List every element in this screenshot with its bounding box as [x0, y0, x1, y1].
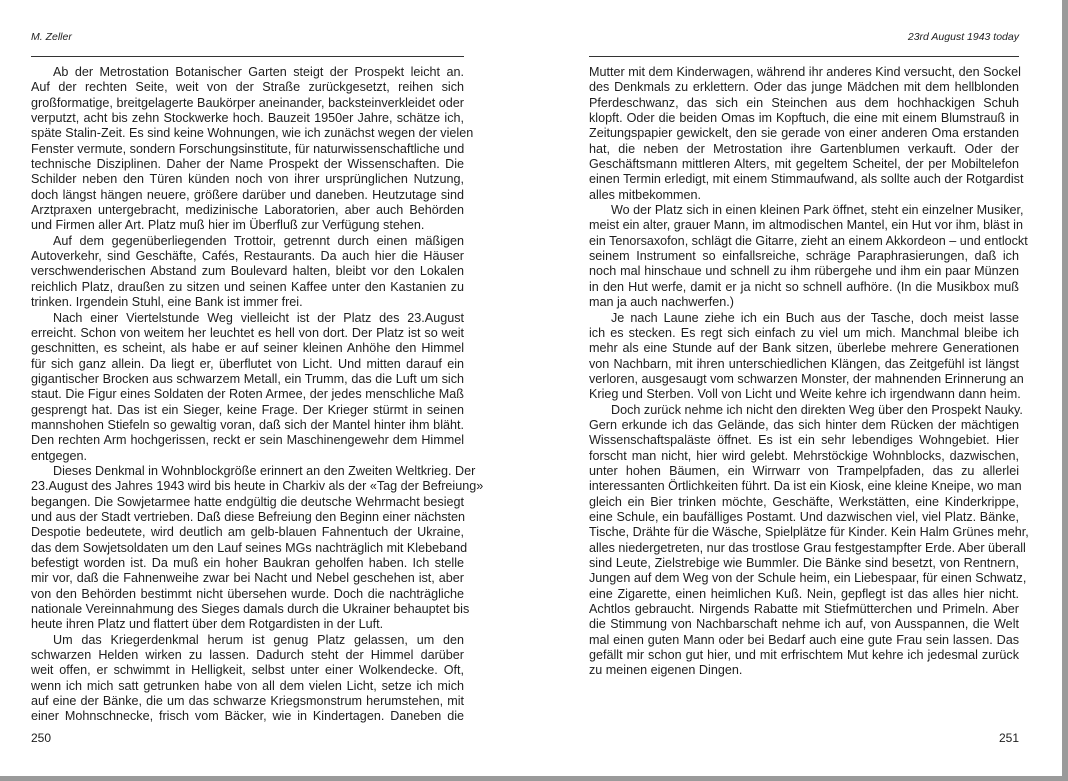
- text-line: unter hohen Bäumen, ein Wirrwarr von Trampelpfaden, das zu allerlei: [589, 463, 1019, 478]
- text-line: meist ein alter, grauer Mann, im altmodischen Mantel, ein Hut vor ihm, bläst in: [589, 218, 1023, 233]
- left-page: [31, 0, 484, 776]
- text-line: technische Disziplinen. Daher der Name Prospekt der Wissenschaften. Die: [31, 157, 464, 172]
- text-line: mal einen guten Mann oder bei Bedarf auch eine gute Frau sein lassen. Das: [589, 632, 1019, 647]
- text-line: Wo der Platz sich in einen kleinen Park öffnet, steht ein einzelner Musiker,: [611, 203, 1024, 218]
- text-line: in den Hut werfe, damit er ja nicht so schnell aufhöre. (In die Musikbox muß: [589, 279, 1019, 294]
- text-line: alles mitbekommen.: [589, 187, 701, 202]
- text-line: Wissenschaftspaläste öffnet. Es ist ein sehr lebendiges Wohngebiet. Hier: [589, 433, 1019, 448]
- text-line: klopft. Oder die beiden Omas im Kopftuch, die eine mit einem Blumstrauß in: [589, 111, 1019, 126]
- paragraph: [31, 65, 474, 234]
- text-line: mannshohen Stiefeln so gewaltig voran, daß sich der Mantel hinter ihm bläht.: [31, 417, 464, 432]
- text-line: zu meinen eigenen Dingen.: [589, 663, 743, 678]
- paragraph: [589, 65, 1024, 203]
- text-line: Jungen auf dem Weg von der Schule heim, ein Liebespaar, für einen Schwatz,: [589, 571, 1027, 586]
- text-line: Krieg und Sterben. Voll von Licht und Weite kehre ich irgendwann dann heim.: [589, 387, 1021, 402]
- text-line: verputzt, acht bis zehn Stockwerke hoch. Bauzeit 1950er Jahre, schätze ich,: [31, 111, 464, 126]
- paragraph: [31, 463, 484, 633]
- header-rule: [589, 56, 1019, 57]
- text-line: Auf der rechten Seite, weit von der Straße zurückgesetzt, reihen sich: [31, 80, 464, 95]
- page-number: 250: [31, 731, 52, 745]
- text-line: mir vor, daß die Fahnenweihe zwar bei Nacht und Nebel geschehen ist, aber: [31, 571, 464, 586]
- text-line: Ab der Metrostation Botanischer Garten steigt der Prospekt leicht an.: [53, 65, 464, 79]
- text-line: und aus der Stadt vertrieben. Daß diese Befreiung den Beginn einer nächsten: [31, 509, 466, 524]
- text-line: Arztpraxen untergebracht, medizinische Laboratorien, aber auch Behörden: [31, 203, 464, 218]
- text-line: auf eine der Bänke, die um das schwarze Kriegsmonstrum herumstehen, mit: [31, 694, 464, 709]
- text-line: hat, die neben der Metrostation ihre Gartenblumen verkauft. Oder der: [589, 141, 1019, 156]
- text-line: Nach einer Viertelstunde Weg vielleicht ist der Platz des 23.August: [53, 310, 464, 325]
- paragraph: [31, 311, 464, 464]
- text-line: entgegen.: [31, 448, 88, 463]
- paragraph: [31, 234, 464, 311]
- text-line: doch längst hängen neuere, größere darüber und daneben. Heutzutage sind: [31, 187, 464, 202]
- paragraph: [589, 402, 1029, 679]
- text-line: trinken. Irgendein Stuhl, eine Bank ist immer frei.: [31, 295, 303, 310]
- text-line: Despotie bedeutete, wird deutlich am gelb-blauen Fahnentuch der Ukraine,: [31, 525, 464, 540]
- text-line: späte Stalin-Zeit. Es sind keine Wohnungen, wie ich zunächst wegen der vielen: [31, 126, 474, 141]
- running-header-author: M. Zeller: [31, 31, 72, 43]
- text-line: die Stimmung von Nachbarschaft nehme ich auf, von Ausspannen, die Welt: [589, 617, 1019, 632]
- text-line: eine Schule, ein baufälliges Postamt. Und dazwischen viel, viel Platz. Bänke,: [589, 509, 1019, 524]
- paragraph: [589, 203, 1028, 310]
- text-line: befestigt worden ist. Da muß ein hoher Baukran geholfen haben. Ich stelle: [31, 556, 464, 570]
- text-line: und Firmen aller Art. Platz muß hier im Überfluß zur Verfügung stehen.: [31, 218, 425, 233]
- text-line: von den Behörden bestimmt nicht übersehen wurde. Doch die nachträgliche: [31, 586, 464, 601]
- text-line: einer Mohnschnecke, frisch vom Bäcker, wie in Kindertagen. Daneben die: [31, 709, 464, 724]
- text-line: heute ihren Platz und flattert über dem Rotgardisten in der Luft.: [31, 617, 384, 632]
- text-line: noch mal hinschaue und schnell zu ihm rübergehe und ihm ein paar Münzen: [589, 264, 1019, 279]
- text-line: wenn ich mich satt getrunken habe von all dem vielen Licht, setze ich mich: [31, 678, 464, 693]
- text-line: begangen. Die Sowjetarmee hatte endgültig die deutsche Wehrmacht besiegt: [31, 494, 464, 509]
- text-line: verschwenderischen Abstand zum Boulevard halten, bleibt vor den Lokalen: [31, 264, 464, 279]
- text-line: reichlich Platz, draußen zu sitzen und seinen Kaffee unter den Kastanien zu: [31, 279, 464, 294]
- text-line: einen Termin erledigt, mit einem Stimmaufwand, als sollte auch der Rotgardist: [589, 172, 1024, 187]
- text-line: Autoverkehr, sind Geschäfte, Cafés, Restaurants. Da auch hier die Häuser: [31, 249, 464, 264]
- text-line: gefällt mir schon gut hier, und mit erfrischtem Mut kehre ich jedesmal zurück: [589, 648, 1019, 663]
- text-line: Doch zurück nehme ich nicht den direkten Weg über den Prospekt Nauky.: [611, 402, 1023, 417]
- text-line: gigantischer Brocken aus schwarzem Metall, ein Trumm, das die Luft um sich: [31, 371, 464, 386]
- right-page: [589, 0, 1029, 776]
- text-line: mehr als eine Stunde auf der Bank sitzen, überlebe mehrere Generationen: [589, 341, 1019, 356]
- text-line: verloren, ausgesaugt vom schwarzen Monster, der mahnenden Erinnerung an: [589, 371, 1024, 386]
- text-line: nationale Vereinnahmung des Sieges damals durch die Ukrainer behauptet bis: [31, 602, 470, 617]
- text-line: 23.August des Jahres 1943 wird bis heute in Charkiv als der «Tag der Befreiung»: [31, 479, 484, 494]
- text-line: Den rechten Arm hochgerissen, reckt er sein Maschinengewehr dem Himmel: [31, 433, 464, 448]
- text-line: erreicht. Schon von weitem her leuchtet es hell von dort. Der Platz ist so weit: [31, 325, 464, 340]
- text-line: ich es stecken. Es regt sich einfach zu viel um mich. Manchmal bleibe ich: [589, 325, 1019, 340]
- text-line: Um das Kriegerdenkmal herum ist genug Platz gelassen, um den: [53, 632, 464, 647]
- text-line: Achtlos gebraucht. Nirgends Rabatte mit Stiefmütterchen und Primeln. Aber: [589, 602, 1019, 617]
- paragraph: [589, 310, 1024, 403]
- text-line: Mutter mit dem Kinderwagen, während ihr anderes Kind versucht, den Sockel: [589, 65, 1021, 79]
- page-edge-bottom: [0, 776, 1068, 781]
- text-line: schwarzen Helden wirken zu lassen. Dadurch steht der Himmel darüber: [31, 648, 464, 663]
- page-body: [31, 65, 484, 725]
- text-line: von Nachbarn, mit ihren unterschiedlichen Klängen, das Zeitgefühl ist längst: [589, 356, 1019, 371]
- text-line: großformatige, breitgelagerte Baukörper aneinander, backsteinverkleidet oder: [31, 95, 464, 110]
- text-line: Fenster vermute, sondern Forschungsinstitute, für naturwissenschaftliche und: [31, 141, 465, 156]
- text-line: eine Zigarette, einen heimlichen Kuß. Nein, gepflegt ist das alles hier nicht.: [589, 586, 1019, 601]
- page-edge-right: [1062, 0, 1068, 781]
- text-line: staut. Die Figur eines Soldaten der Roten Armee, der jedes menschliche Maß: [31, 387, 464, 402]
- text-line: gleich ein Bier trinken möchte, Geschäfte, Werkstätten, eine Kinderkrippe,: [589, 494, 1019, 509]
- text-line: Tische, Drähte für die Wäsche, Spielplätze für Kinder. Kein Halm Grünes mehr,: [589, 525, 1029, 540]
- text-line: alles niedergetreten, nur das trostlose Grau festgestampfter Erde. Aber überall: [589, 540, 1026, 555]
- text-line: man ja auch nachwerfen.): [589, 295, 734, 310]
- text-line: gesprengt hat. Das ist ein Sieger, keine Frage. Der Krieger stürmt in seinen: [31, 402, 464, 417]
- text-line: interessanten Örtlichkeiten führt. Da ist ein Kiosk, eine kleine Kneipe, wo man: [589, 479, 1022, 494]
- text-line: des Denkmals zu erklettern. Oder das junge Mädchen mit dem hellblonden: [589, 80, 1019, 95]
- text-line: geschnitten, es scheint, als habe er auf seiner kleinen Anhöhe den Himmel: [31, 341, 464, 356]
- text-line: sind Leute, Zielstrebige wie Bummler. Die Bänke sind besetzt, von Rentnern,: [589, 556, 1019, 570]
- text-line: Auf dem gegenüberliegenden Trottoir, getrennt durch einen mäßigen: [53, 233, 464, 248]
- text-line: Zeitungspapier gewickelt, den sie gerade von einer anderen Oma erstanden: [589, 126, 1019, 141]
- text-line: Geschäftsmann mittleren Alters, mit gegeltem Scheitel, der per Mobiltelefon: [589, 157, 1019, 172]
- text-line: das dem Sowjetsoldaten um den Lauf seines MGs nachträglich mit Klebeband: [31, 540, 468, 555]
- header-rule: [31, 56, 464, 57]
- text-line: Je nach Laune ziehe ich ein Buch aus der Tasche, doch meist lasse: [611, 310, 1019, 325]
- page-body: [589, 65, 1029, 679]
- text-line: Pferdeschwanz, das sich ein Steinchen aus dem hochhackigen Schuh: [589, 95, 1019, 110]
- text-line: seinem Instrument so einfallsreiche, schräge Paraphrasierungen, daß ich: [589, 249, 1019, 264]
- text-line: Schilder neben den Türen künden noch von ihrer ursprünglichen Nutzung,: [31, 172, 464, 187]
- text-line: Dieses Denkmal in Wohnblockgröße erinnert an den Zweiten Weltkrieg. Der: [53, 463, 476, 478]
- text-line: Gern erkunde ich das Gelände, das sich hinter dem Rücken der mächtigen: [589, 417, 1019, 432]
- text-line: ein Tenorsaxofon, schlägt die Gitarre, zieht an einem Akkordeon – und entlockt: [589, 233, 1028, 248]
- paragraph: [31, 633, 464, 725]
- running-header-title: 23rd August 1943 today: [907, 31, 1019, 43]
- page-number: 251: [998, 731, 1019, 745]
- text-line: für sich ganz allein. Da liegt er, überflutet von Licht. Und mitten darauf ein: [31, 356, 464, 371]
- text-line: forscht man nicht, hier wird gelebt. Mehrstöckige Wohnblocks, dazwischen,: [589, 448, 1019, 463]
- text-line: weit offen, er schwimmt in Helligkeit, selbst unter einer Wolkendecke. Oft,: [31, 663, 464, 678]
